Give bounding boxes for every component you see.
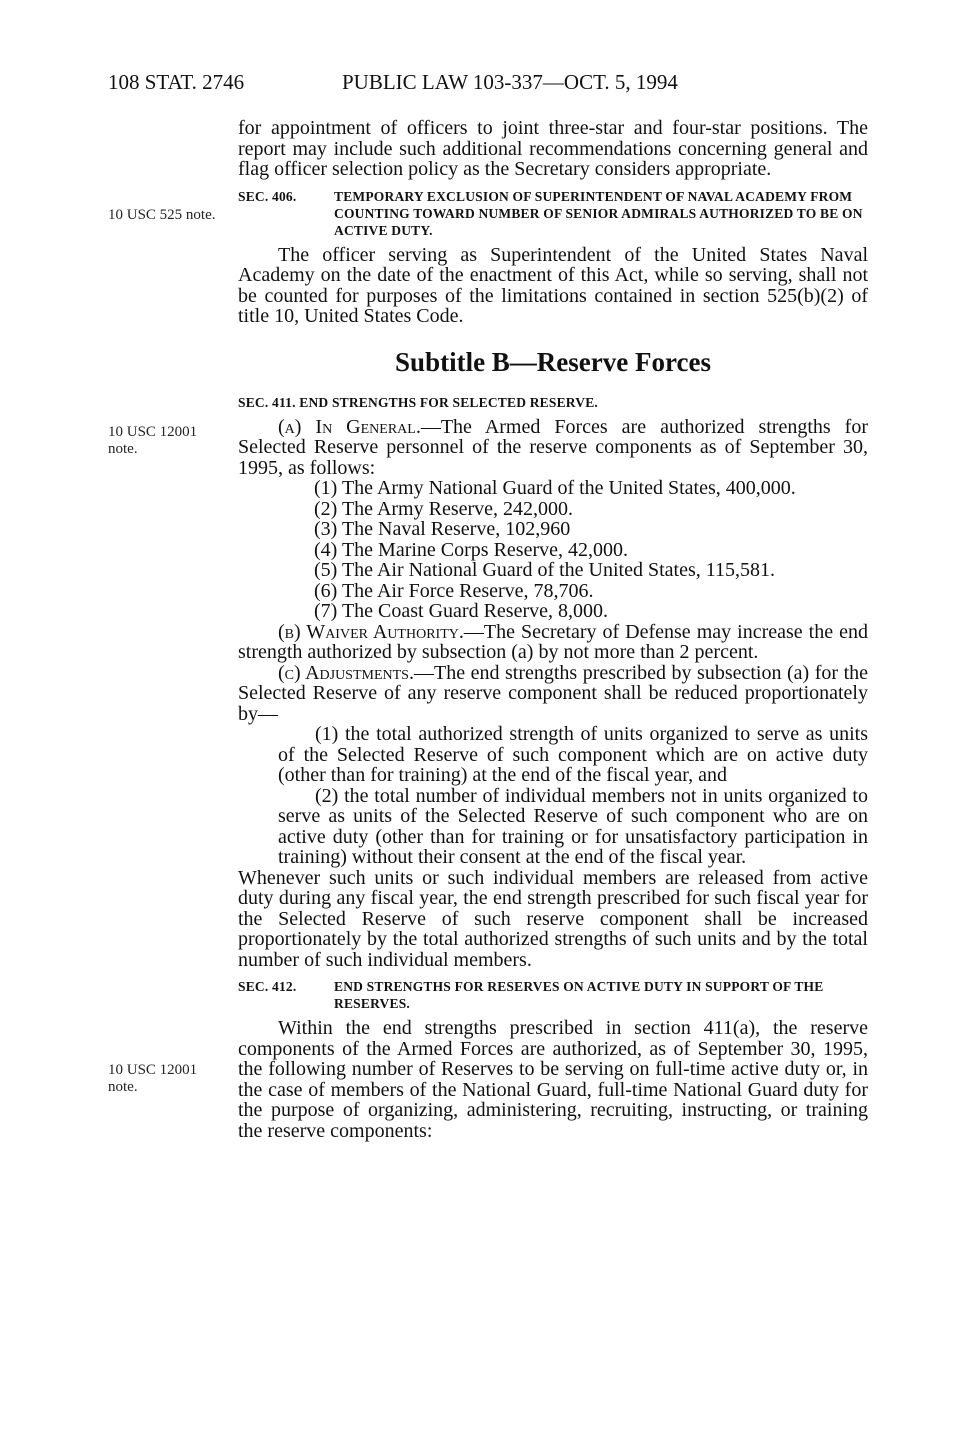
- sec-411-heading: SEC. 411. END STRENGTHS FOR SELECTED RESERVE.: [238, 394, 598, 410]
- list-item: (4) The Marine Corps Reserve, 42,000.: [314, 538, 629, 561]
- list-item: (1) The Army National Guard of the United States, 400,000.: [314, 477, 796, 499]
- section-number: SEC. 406.: [238, 188, 297, 204]
- subtitle-heading: Subtitle B—Reserve Forces: [395, 346, 711, 377]
- sec-411-subsection-c: [238, 663, 868, 725]
- subsection-label: (a) In General.: [278, 415, 421, 438]
- intro-paragraph: for appointment of officers to joint three-star and four-star positions. The report may include such additional recommendations concerning general and flag officer selection policy as the Secretary considers appropriate.: [238, 117, 868, 180]
- section-title: TEMPORARY EXCLUSION OF SUPERINTENDENT OF NAVAL ACADEMY FROM COUNTING TOWARD NUMBER OF SENIOR ADMIRALS AUTHORIZED TO BE ON ACTIVE DUTY.: [334, 188, 863, 238]
- reserve-strength-list: [238, 478, 868, 622]
- adjustment-paragraphs: [238, 724, 868, 868]
- margin-note-line: 10 USC 12001: [108, 1062, 198, 1078]
- section-number: SEC. 412.: [238, 979, 297, 994]
- sec-411-subsection-b: [238, 622, 868, 663]
- sec-406-text: The officer serving as Superintendent of the United States Naval Academy on the date of the enactment of this Act, while so serving, shall not be counted for purposes of the limitations contained in section 525(b)(2) of title 10, United States Code.: [238, 243, 868, 327]
- running-header: PUBLIC LAW 103-337—OCT. 5, 1994: [342, 70, 678, 94]
- subsection-label: (b) Waiver Authority.: [278, 620, 464, 643]
- sec-411-subsection-a: [238, 417, 868, 479]
- margin-note-usc-525: 10 USC 525 note.: [108, 207, 216, 223]
- subsection-text: —The Secretary of Defense may increase the end strength authorized by subsection (a) by not more than 2 percent.: [238, 620, 868, 663]
- sec-412-heading: [238, 978, 868, 1012]
- margin-note-line: note.: [108, 441, 138, 457]
- adjustment-paragraph-1: (1) the total authorized strength of units organized to serve as units of the Selected Reserve of such component which are on active duty (other than for training) at the end of the fiscal year, and: [278, 723, 868, 786]
- list-item: (3) The Naval Reserve, 102,960: [314, 518, 571, 540]
- margin-note-usc-12001-b: [108, 1062, 197, 1096]
- list-item: (2) The Army Reserve, 242,000.: [314, 497, 574, 520]
- sec-406-heading: [238, 188, 868, 239]
- subsection-label: (c) Adjustments.: [278, 661, 414, 684]
- sec-412-text: Within the end strengths prescribed in section 411(a), the reserve components of the Armed Forces are authorized, as of September 30, 1995, the following number of Reserves to be serving on full-time active duty or, in the case of members of the National Guard, full-time National Guard duty for the purpose of organizing, administering, recruiting, instructing, or training the reserve components:: [238, 1017, 868, 1142]
- section-title: END STRENGTHS FOR RESERVES ON ACTIVE DUTY IN SUPPORT OF THE RESERVES.: [334, 979, 824, 1011]
- list-item: (7) The Coast Guard Reserve, 8,000.: [314, 600, 609, 622]
- main-text-column: [238, 118, 868, 1141]
- margin-note-line: 10 USC 12001: [108, 424, 198, 440]
- list-item: (5) The Air National Guard of the United States, 115,581.: [314, 559, 776, 581]
- list-item: (6) The Air Force Reserve, 78,706.: [314, 579, 594, 602]
- margin-note-usc-12001-a: [108, 424, 197, 458]
- adjustment-paragraph-2: (2) the total number of individual members not in units organized to serve as units of the Selected Reserve of such component who are on active duty (other than for training or for unsatisfactory participation in training) without their consent at the end of the fiscal year.: [278, 784, 868, 868]
- subsection-text: —The Armed Forces are authorized strengths for Selected Reserve personnel of the reserve components as of September 30, 1995, as follows:: [238, 415, 868, 479]
- subsection-text: —The end strengths prescribed by subsection (a) for the Selected Reserve of any reserve component shall be reduced proportionately by—: [238, 661, 869, 725]
- statute-page-reference: 108 STAT. 2746: [108, 70, 245, 94]
- sec-411-closing-paragraph: Whenever such units or such individual members are released from active duty during any fiscal year, the end strength prescribed for such fiscal year for the Selected Reserve of such reserve component shall be increased proportionately by the total authorized strengths of such units and by the total number of such individual members.: [238, 866, 868, 971]
- margin-note-line: note.: [108, 1079, 138, 1095]
